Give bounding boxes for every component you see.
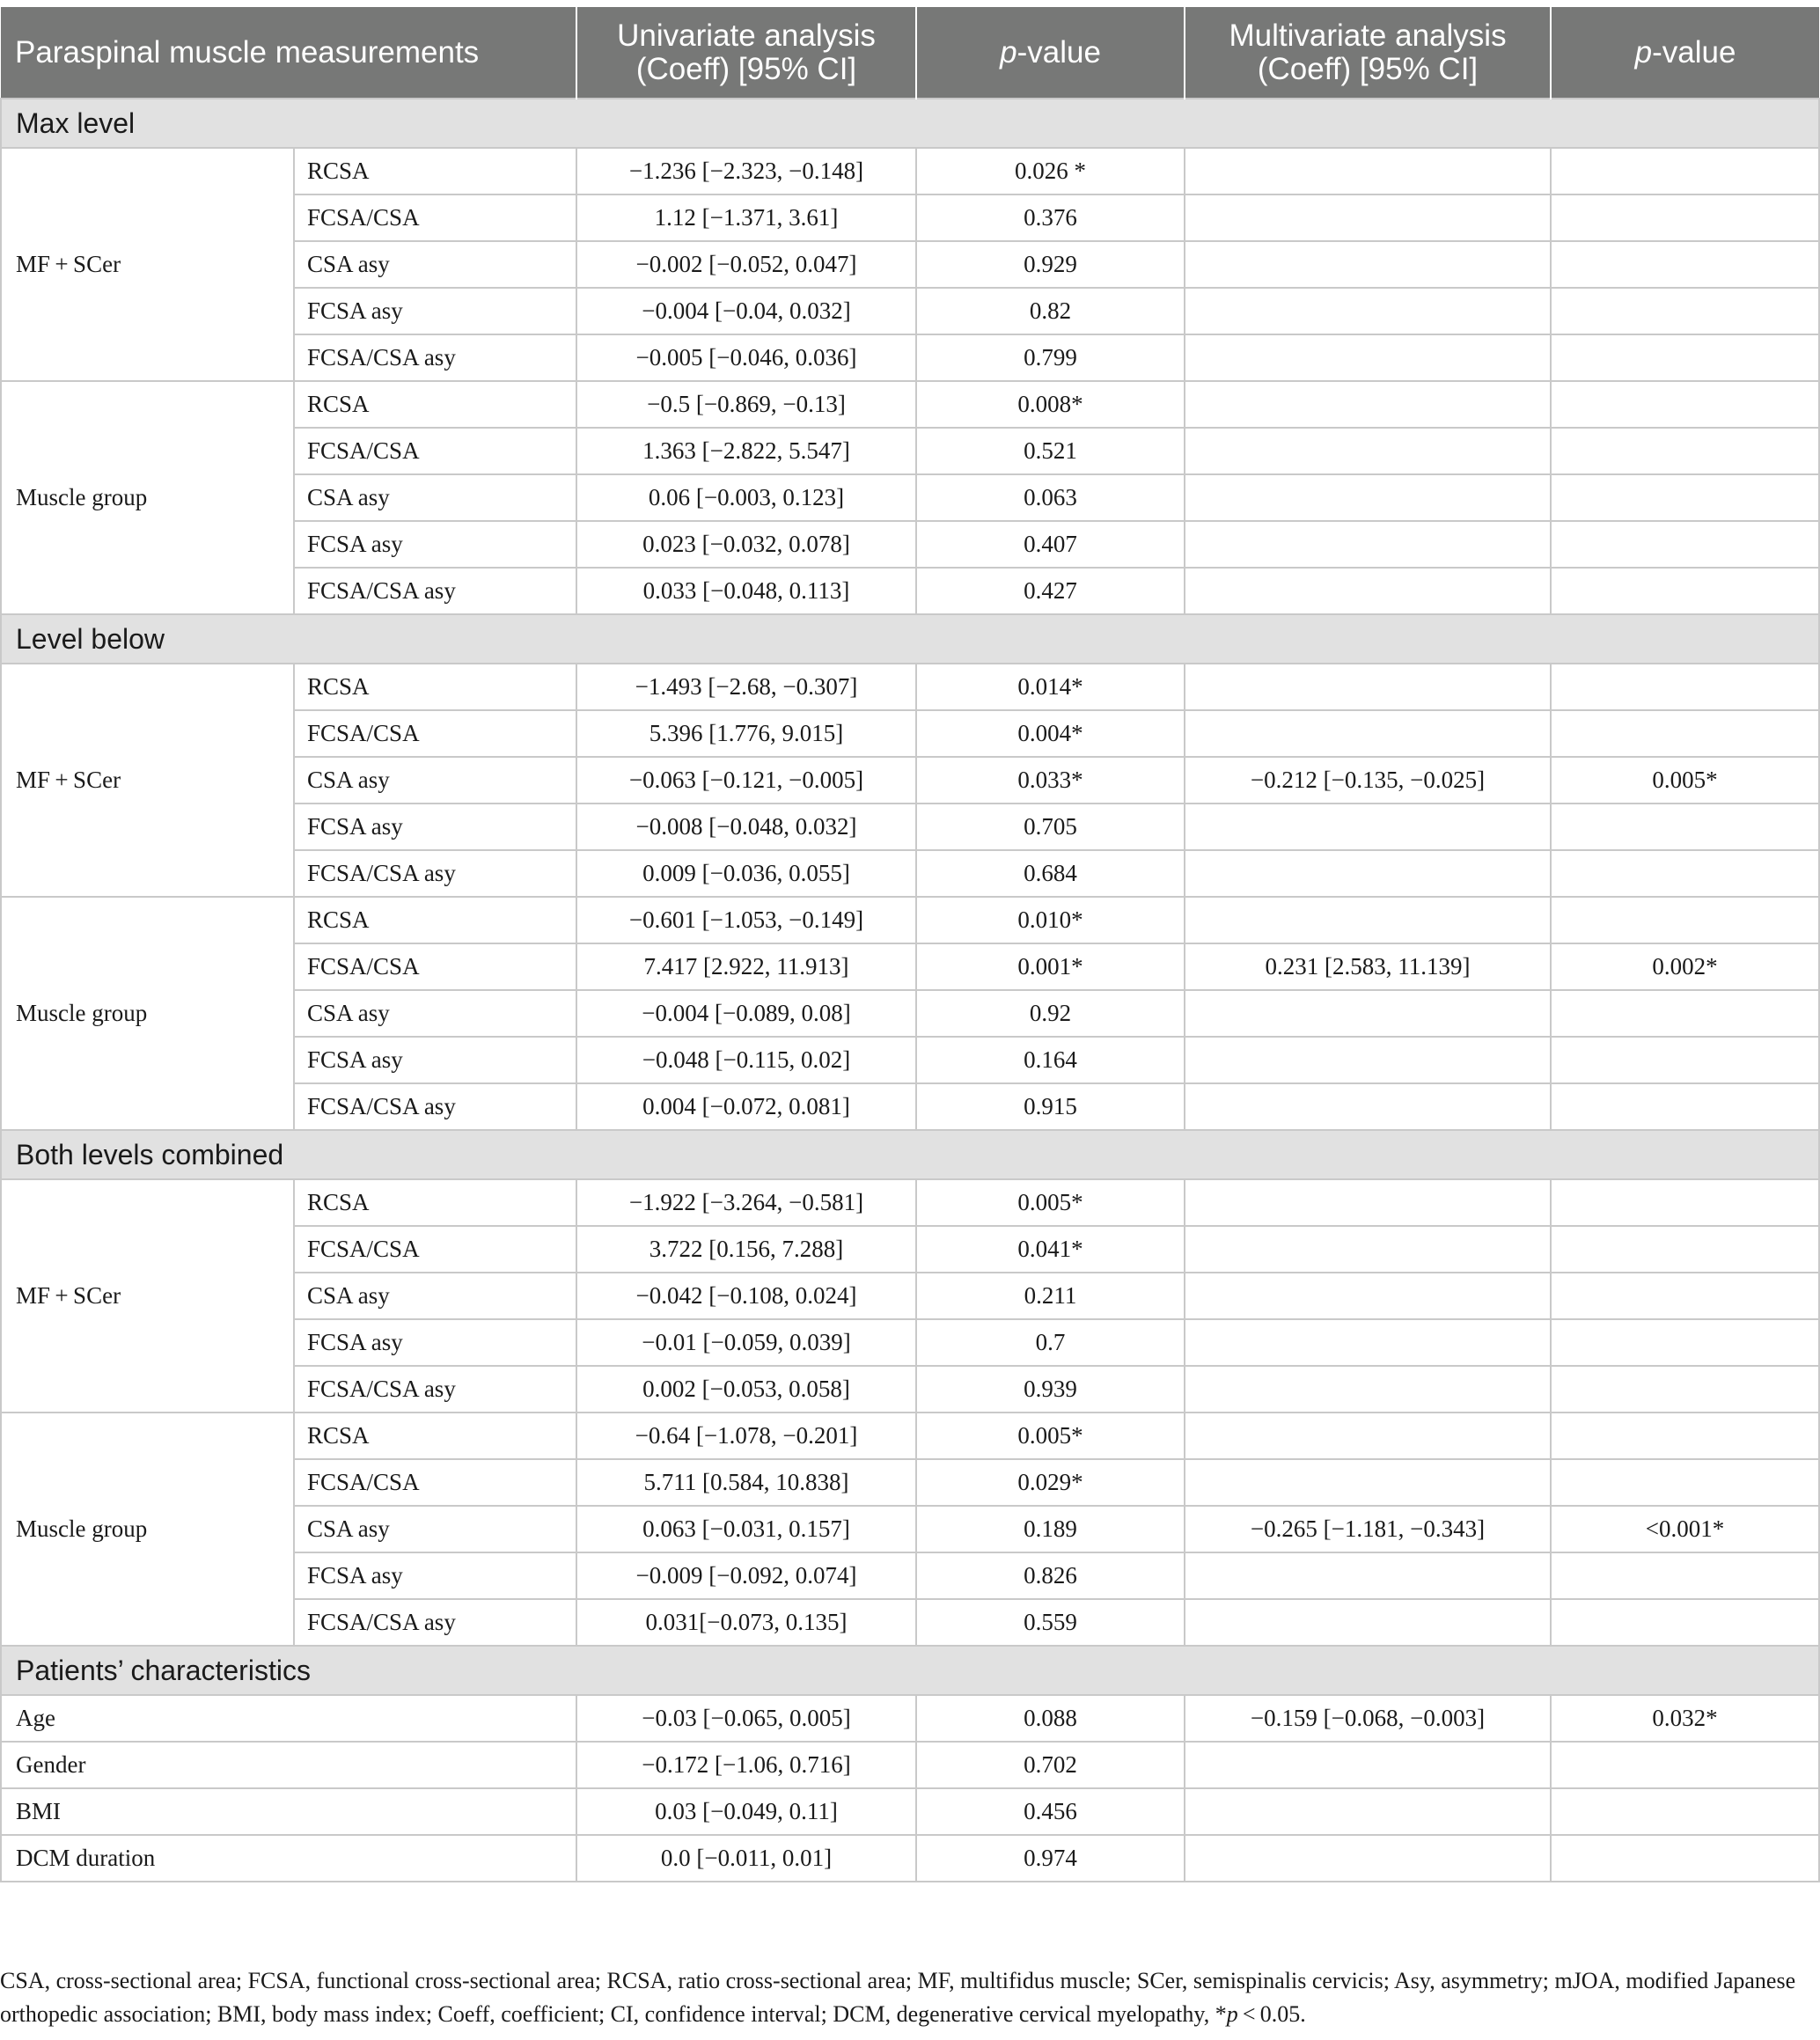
univariate-cell: −0.172 [−1.06, 0.716] bbox=[576, 1742, 916, 1788]
header-multivariate-line1: Multivariate analysis bbox=[1229, 18, 1507, 53]
multivariate-cell bbox=[1185, 1413, 1551, 1459]
measure-cell: CSA asy bbox=[294, 990, 576, 1037]
measure-cell: CSA asy bbox=[294, 757, 576, 804]
univariate-cell: 0.033 [−0.048, 0.113] bbox=[576, 568, 916, 614]
measure-cell: CSA asy bbox=[294, 474, 576, 521]
multivariate-cell: −0.265 [−1.181, −0.343] bbox=[1185, 1506, 1551, 1552]
multivariate-cell bbox=[1185, 194, 1551, 241]
multivariate-cell bbox=[1185, 1319, 1551, 1366]
univariate-cell: −0.048 [−0.115, 0.02] bbox=[576, 1037, 916, 1083]
multivariate-cell bbox=[1185, 1083, 1551, 1130]
multivariate-pvalue-cell bbox=[1551, 1742, 1819, 1788]
multivariate-cell bbox=[1185, 474, 1551, 521]
header-p-rest: -value bbox=[1652, 34, 1736, 70]
multivariate-cell bbox=[1185, 1037, 1551, 1083]
univariate-pvalue-cell: 0.427 bbox=[916, 568, 1185, 614]
multivariate-cell bbox=[1185, 710, 1551, 757]
multivariate-cell bbox=[1185, 897, 1551, 943]
univariate-pvalue-cell: 0.82 bbox=[916, 288, 1185, 334]
multivariate-pvalue-cell bbox=[1551, 194, 1819, 241]
univariate-cell: −0.002 [−0.052, 0.047] bbox=[576, 241, 916, 288]
measure-cell: FCSA/CSA bbox=[294, 1459, 576, 1506]
univariate-cell: 1.363 [−2.822, 5.547] bbox=[576, 428, 916, 474]
multivariate-pvalue-cell bbox=[1551, 1413, 1819, 1459]
measure-cell: FCSA asy bbox=[294, 521, 576, 568]
univariate-cell: −0.601 [−1.053, −0.149] bbox=[576, 897, 916, 943]
univariate-cell: 0.031[−0.073, 0.135] bbox=[576, 1599, 916, 1646]
univariate-pvalue-cell: 0.92 bbox=[916, 990, 1185, 1037]
section-title: Max level bbox=[1, 99, 1819, 148]
multivariate-pvalue-cell bbox=[1551, 1552, 1819, 1599]
multivariate-pvalue-cell bbox=[1551, 474, 1819, 521]
measure-cell: FCSA/CSA bbox=[294, 428, 576, 474]
measure-cell: FCSA/CSA asy bbox=[294, 1083, 576, 1130]
univariate-pvalue-cell: 0.407 bbox=[916, 521, 1185, 568]
univariate-pvalue-cell: 0.974 bbox=[916, 1835, 1185, 1882]
measure-cell: CSA asy bbox=[294, 1273, 576, 1319]
univariate-pvalue-cell: 0.939 bbox=[916, 1366, 1185, 1413]
section-row bbox=[1, 1130, 1819, 1179]
measure-cell: RCSA bbox=[294, 381, 576, 428]
group-name: Muscle group bbox=[1, 381, 294, 614]
multivariate-cell bbox=[1185, 1459, 1551, 1506]
table-row bbox=[1, 664, 1819, 710]
multivariate-pvalue-cell bbox=[1551, 1179, 1819, 1226]
univariate-pvalue-cell: 0.702 bbox=[916, 1742, 1185, 1788]
univariate-pvalue-cell: 0.008* bbox=[916, 381, 1185, 428]
univariate-cell: 0.03 [−0.049, 0.11] bbox=[576, 1788, 916, 1835]
univariate-pvalue-cell: 0.005* bbox=[916, 1413, 1185, 1459]
header-univariate-line2: (Coeff) [95% CI] bbox=[635, 51, 857, 86]
univariate-cell: −1.493 [−2.68, −0.307] bbox=[576, 664, 916, 710]
measure-cell: FCSA/CSA asy bbox=[294, 334, 576, 381]
multivariate-pvalue-cell bbox=[1551, 1037, 1819, 1083]
univariate-pvalue-cell: 0.705 bbox=[916, 804, 1185, 850]
multivariate-cell bbox=[1185, 990, 1551, 1037]
univariate-cell: −1.922 [−3.264, −0.581] bbox=[576, 1179, 916, 1226]
measure-cell: RCSA bbox=[294, 148, 576, 194]
multivariate-cell bbox=[1185, 381, 1551, 428]
multivariate-pvalue-cell bbox=[1551, 381, 1819, 428]
univariate-cell: 1.12 [−1.371, 3.61] bbox=[576, 194, 916, 241]
univariate-pvalue-cell: 0.014* bbox=[916, 664, 1185, 710]
header-measurements: Paraspinal muscle measurements bbox=[1, 7, 576, 99]
footnote-text: CSA, cross-sectional area; FCSA, functional cross-sectional area; RCSA, ratio cross-sectional area; MF, multifidus muscle; SCer, semispinalis cervicis; Asy, asymmetry; mJOA, modified Japanese orthopedic association; BMI, body mass index; Coeff, coefficient; CI, confidence interval; DCM, degenerative cervical myelopathy, * bbox=[0, 1968, 1796, 2027]
multivariate-pvalue-cell bbox=[1551, 241, 1819, 288]
multivariate-cell bbox=[1185, 1788, 1551, 1835]
univariate-cell: −0.5 [−0.869, −0.13] bbox=[576, 381, 916, 428]
measure-cell: FCSA/CSA bbox=[294, 943, 576, 990]
univariate-pvalue-cell: 0.029* bbox=[916, 1459, 1185, 1506]
univariate-cell: 5.711 [0.584, 10.838] bbox=[576, 1459, 916, 1506]
univariate-cell: 3.722 [0.156, 7.288] bbox=[576, 1226, 916, 1273]
univariate-pvalue-cell: 0.799 bbox=[916, 334, 1185, 381]
univariate-pvalue-cell: 0.005* bbox=[916, 1179, 1185, 1226]
multivariate-pvalue-cell bbox=[1551, 1459, 1819, 1506]
table-row bbox=[1, 381, 1819, 428]
multivariate-pvalue-cell bbox=[1551, 334, 1819, 381]
header-p-italic: p bbox=[1000, 34, 1017, 70]
measure-cell: FCSA/CSA asy bbox=[294, 1366, 576, 1413]
univariate-pvalue-cell: 0.376 bbox=[916, 194, 1185, 241]
univariate-pvalue-cell: 0.559 bbox=[916, 1599, 1185, 1646]
multivariate-pvalue-cell bbox=[1551, 568, 1819, 614]
table-row bbox=[1, 1179, 1819, 1226]
univariate-cell: −0.64 [−1.078, −0.201] bbox=[576, 1413, 916, 1459]
multivariate-pvalue-cell bbox=[1551, 804, 1819, 850]
multivariate-cell bbox=[1185, 1226, 1551, 1273]
univariate-pvalue-cell: 0.684 bbox=[916, 850, 1185, 897]
univariate-pvalue-cell: 0.088 bbox=[916, 1695, 1185, 1742]
section-row bbox=[1, 614, 1819, 664]
measure-cell: FCSA asy bbox=[294, 1319, 576, 1366]
univariate-cell: −0.005 [−0.046, 0.036] bbox=[576, 334, 916, 381]
measure-cell: CSA asy bbox=[294, 241, 576, 288]
multivariate-pvalue-cell bbox=[1551, 664, 1819, 710]
multivariate-cell bbox=[1185, 428, 1551, 474]
multivariate-cell bbox=[1185, 1179, 1551, 1226]
multivariate-pvalue-cell: 0.005* bbox=[1551, 757, 1819, 804]
characteristic-label: BMI bbox=[1, 1788, 576, 1835]
header-univariate bbox=[576, 7, 916, 99]
table-row bbox=[1, 148, 1819, 194]
table-footnote bbox=[0, 1964, 1813, 2031]
multivariate-cell bbox=[1185, 241, 1551, 288]
multivariate-cell: −0.212 [−0.135, −0.025] bbox=[1185, 757, 1551, 804]
measure-cell: FCSA asy bbox=[294, 1552, 576, 1599]
table-body bbox=[1, 99, 1819, 1882]
multivariate-cell bbox=[1185, 334, 1551, 381]
multivariate-cell bbox=[1185, 148, 1551, 194]
multivariate-cell bbox=[1185, 850, 1551, 897]
measure-cell: FCSA asy bbox=[294, 1037, 576, 1083]
section-title: Level below bbox=[1, 614, 1819, 664]
univariate-pvalue-cell: 0.010* bbox=[916, 897, 1185, 943]
multivariate-pvalue-cell bbox=[1551, 1835, 1819, 1882]
multivariate-cell bbox=[1185, 1599, 1551, 1646]
univariate-pvalue-cell: 0.063 bbox=[916, 474, 1185, 521]
univariate-cell: −0.008 [−0.048, 0.032] bbox=[576, 804, 916, 850]
univariate-cell: 5.396 [1.776, 9.015] bbox=[576, 710, 916, 757]
table-row bbox=[1, 1413, 1819, 1459]
table-header bbox=[1, 7, 1819, 99]
univariate-pvalue-cell: 0.001* bbox=[916, 943, 1185, 990]
multivariate-cell bbox=[1185, 664, 1551, 710]
section-title: Both levels combined bbox=[1, 1130, 1819, 1179]
table-row bbox=[1, 1788, 1819, 1835]
multivariate-cell: −0.159 [−0.068, −0.003] bbox=[1185, 1695, 1551, 1742]
univariate-cell: −0.004 [−0.089, 0.08] bbox=[576, 990, 916, 1037]
multivariate-pvalue-cell bbox=[1551, 288, 1819, 334]
multivariate-pvalue-cell bbox=[1551, 850, 1819, 897]
section-row bbox=[1, 99, 1819, 148]
group-name: Muscle group bbox=[1, 897, 294, 1130]
measure-cell: RCSA bbox=[294, 664, 576, 710]
univariate-cell: 0.009 [−0.036, 0.055] bbox=[576, 850, 916, 897]
multivariate-cell bbox=[1185, 1273, 1551, 1319]
multivariate-pvalue-cell bbox=[1551, 1319, 1819, 1366]
univariate-cell: 7.417 [2.922, 11.913] bbox=[576, 943, 916, 990]
table-row bbox=[1, 1742, 1819, 1788]
multivariate-pvalue-cell: <0.001* bbox=[1551, 1506, 1819, 1552]
multivariate-cell bbox=[1185, 568, 1551, 614]
multivariate-pvalue-cell: 0.032* bbox=[1551, 1695, 1819, 1742]
univariate-cell: −0.063 [−0.121, −0.005] bbox=[576, 757, 916, 804]
multivariate-pvalue-cell bbox=[1551, 897, 1819, 943]
univariate-pvalue-cell: 0.521 bbox=[916, 428, 1185, 474]
measure-cell: CSA asy bbox=[294, 1506, 576, 1552]
section-row bbox=[1, 1646, 1819, 1695]
multivariate-cell bbox=[1185, 1366, 1551, 1413]
univariate-cell: 0.023 [−0.032, 0.078] bbox=[576, 521, 916, 568]
univariate-cell: −0.004 [−0.04, 0.032] bbox=[576, 288, 916, 334]
measure-cell: FCSA asy bbox=[294, 288, 576, 334]
header-univariate-pvalue bbox=[916, 7, 1185, 99]
univariate-cell: −0.042 [−0.108, 0.024] bbox=[576, 1273, 916, 1319]
footnote-tail: < 0.05. bbox=[1237, 2001, 1306, 2027]
univariate-cell: 0.063 [−0.031, 0.157] bbox=[576, 1506, 916, 1552]
header-multivariate-line2: (Coeff) [95% CI] bbox=[1257, 51, 1479, 86]
header-p-rest: -value bbox=[1016, 34, 1101, 70]
univariate-pvalue-cell: 0.456 bbox=[916, 1788, 1185, 1835]
multivariate-pvalue-cell bbox=[1551, 428, 1819, 474]
header-row bbox=[1, 7, 1819, 99]
univariate-pvalue-cell: 0.164 bbox=[916, 1037, 1185, 1083]
characteristic-label: Gender bbox=[1, 1742, 576, 1788]
measure-cell: FCSA/CSA bbox=[294, 1226, 576, 1273]
header-multivariate-pvalue bbox=[1551, 7, 1819, 99]
univariate-cell: 0.004 [−0.072, 0.081] bbox=[576, 1083, 916, 1130]
measure-cell: FCSA/CSA asy bbox=[294, 850, 576, 897]
multivariate-cell bbox=[1185, 1835, 1551, 1882]
multivariate-pvalue-cell bbox=[1551, 990, 1819, 1037]
multivariate-pvalue-cell: 0.002* bbox=[1551, 943, 1819, 990]
univariate-pvalue-cell: 0.004* bbox=[916, 710, 1185, 757]
multivariate-cell: 0.231 [2.583, 11.139] bbox=[1185, 943, 1551, 990]
measure-cell: RCSA bbox=[294, 897, 576, 943]
univariate-pvalue-cell: 0.826 bbox=[916, 1552, 1185, 1599]
measure-cell: RCSA bbox=[294, 1413, 576, 1459]
multivariate-pvalue-cell bbox=[1551, 1599, 1819, 1646]
univariate-pvalue-cell: 0.033* bbox=[916, 757, 1185, 804]
section-title: Patients’ characteristics bbox=[1, 1646, 1819, 1695]
group-name: MF + SCer bbox=[1, 1179, 294, 1413]
measure-cell: RCSA bbox=[294, 1179, 576, 1226]
univariate-cell: −0.009 [−0.092, 0.074] bbox=[576, 1552, 916, 1599]
multivariate-pvalue-cell bbox=[1551, 1788, 1819, 1835]
group-name: Muscle group bbox=[1, 1413, 294, 1646]
multivariate-pvalue-cell bbox=[1551, 1273, 1819, 1319]
header-p-italic: p bbox=[1634, 34, 1653, 70]
characteristic-label: DCM duration bbox=[1, 1835, 576, 1882]
measure-cell: FCSA/CSA bbox=[294, 194, 576, 241]
univariate-pvalue-cell: 0.211 bbox=[916, 1273, 1185, 1319]
table-row bbox=[1, 1695, 1819, 1742]
group-name: MF + SCer bbox=[1, 148, 294, 381]
univariate-pvalue-cell: 0.915 bbox=[916, 1083, 1185, 1130]
characteristic-label: Age bbox=[1, 1695, 576, 1742]
multivariate-pvalue-cell bbox=[1551, 1083, 1819, 1130]
measure-cell: FCSA asy bbox=[294, 804, 576, 850]
measure-cell: FCSA/CSA bbox=[294, 710, 576, 757]
univariate-cell: 0.002 [−0.053, 0.058] bbox=[576, 1366, 916, 1413]
header-multivariate bbox=[1185, 7, 1551, 99]
multivariate-pvalue-cell bbox=[1551, 148, 1819, 194]
multivariate-pvalue-cell bbox=[1551, 1366, 1819, 1413]
table-row bbox=[1, 1835, 1819, 1882]
multivariate-cell bbox=[1185, 521, 1551, 568]
univariate-cell: −0.03 [−0.065, 0.005] bbox=[576, 1695, 916, 1742]
univariate-cell: 0.06 [−0.003, 0.123] bbox=[576, 474, 916, 521]
multivariate-pvalue-cell bbox=[1551, 521, 1819, 568]
univariate-pvalue-cell: 0.929 bbox=[916, 241, 1185, 288]
multivariate-cell bbox=[1185, 804, 1551, 850]
group-name: MF + SCer bbox=[1, 664, 294, 897]
multivariate-cell bbox=[1185, 1742, 1551, 1788]
univariate-pvalue-cell: 0.041* bbox=[916, 1226, 1185, 1273]
footnote-p: p bbox=[1226, 2001, 1238, 2027]
results-table bbox=[0, 7, 1820, 1882]
multivariate-pvalue-cell bbox=[1551, 710, 1819, 757]
univariate-cell: 0.0 [−0.011, 0.01] bbox=[576, 1835, 916, 1882]
header-univariate-line1: Univariate analysis bbox=[617, 18, 876, 53]
multivariate-pvalue-cell bbox=[1551, 1226, 1819, 1273]
univariate-pvalue-cell: 0.026 * bbox=[916, 148, 1185, 194]
measure-cell: FCSA/CSA asy bbox=[294, 568, 576, 614]
univariate-cell: −0.01 [−0.059, 0.039] bbox=[576, 1319, 916, 1366]
univariate-pvalue-cell: 0.189 bbox=[916, 1506, 1185, 1552]
multivariate-cell bbox=[1185, 288, 1551, 334]
table-row bbox=[1, 897, 1819, 943]
univariate-cell: −1.236 [−2.323, −0.148] bbox=[576, 148, 916, 194]
multivariate-cell bbox=[1185, 1552, 1551, 1599]
measure-cell: FCSA/CSA asy bbox=[294, 1599, 576, 1646]
univariate-pvalue-cell: 0.7 bbox=[916, 1319, 1185, 1366]
